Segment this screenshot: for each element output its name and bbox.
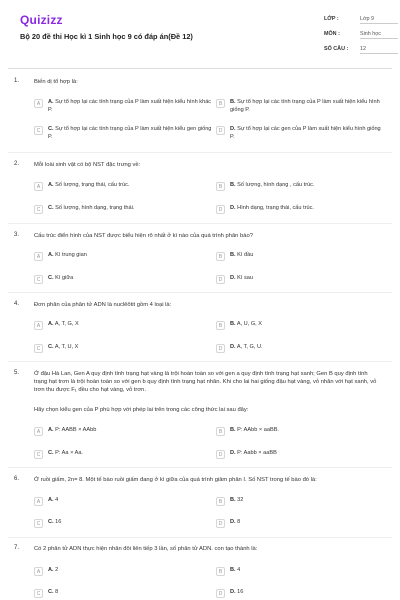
option-d[interactable] xyxy=(216,450,381,459)
option-key: D. xyxy=(230,450,236,456)
option-c[interactable] xyxy=(34,450,214,459)
option-text: Sự tổ hợp lại các gen của P làm xuất hiện kiểu hình giống P. xyxy=(230,126,381,140)
option-letter: C xyxy=(34,519,43,528)
question-number: 5. xyxy=(14,370,20,376)
option-letter: C xyxy=(34,344,43,353)
document-header xyxy=(0,0,400,60)
question-text: Ở ruồi giấm, 2n= 8. Một tế bào ruồi giấm đang ở kì giữa của quá trình giảm phân I. Số NST trong tế bào đó là: xyxy=(34,477,317,483)
question-text: Có 2 phân tử ADN thực hiện nhân đôi liên tiếp 3 lần, số phân tử ADN. con tạo thành là: xyxy=(34,546,258,552)
question-text: Đơn phân của phân tử ADN là nuclêôtit gồm 4 loại là: xyxy=(34,302,172,308)
option-text: Số lượng, hình dạng , cấu trúc. xyxy=(237,182,315,188)
option-a[interactable] xyxy=(34,182,214,191)
option-letter: D xyxy=(216,344,225,353)
option-key: C. xyxy=(48,450,54,456)
option-c[interactable] xyxy=(34,519,214,528)
option-b[interactable] xyxy=(216,182,381,191)
option-letter: B xyxy=(216,497,225,506)
option-key: A. xyxy=(48,99,54,105)
header-divider xyxy=(8,68,392,69)
question-text: Ở đậu Hà Lan, Gen A quy định tính trạng hạt vàng là trội hoàn toàn so với gen a quy định tính trạng hạt xanh; Gen B quy định tính trạng hạt trơn là trội hoàn toàn so với gen b quy định tính trạng hạt nhăn. Khi cho lai hai giống đậu hạt vàng, vỏ nhăn với hạt xanh, vỏ trơn thu được F₁ đều cho hạt vàng, vỏ trơn. xyxy=(34,371,377,393)
option-key: D. xyxy=(230,126,236,132)
option-letter: D xyxy=(216,519,225,528)
option-letter: A xyxy=(34,567,43,576)
option-letter: D xyxy=(216,205,225,214)
option-key: C. xyxy=(48,205,54,211)
option-text: A, T, U, X xyxy=(54,344,79,350)
option-text: 8 xyxy=(237,519,241,525)
option-b[interactable] xyxy=(216,497,381,506)
option-key: B. xyxy=(230,567,236,573)
option-d[interactable] xyxy=(216,205,381,214)
class-value: Lớp 9 xyxy=(360,16,398,24)
option-key: B. xyxy=(230,252,236,258)
option-d[interactable] xyxy=(216,519,381,528)
option-key: D. xyxy=(230,205,236,211)
question-divider xyxy=(8,361,392,362)
option-key: D. xyxy=(230,344,236,350)
option-b[interactable] xyxy=(216,427,381,436)
option-text: Kì giữa xyxy=(55,275,74,281)
option-b[interactable] xyxy=(216,567,381,576)
option-text: Kì sau xyxy=(237,275,254,281)
question-text: Biến dị tổ hợp là: xyxy=(34,79,78,85)
option-a[interactable] xyxy=(34,567,214,576)
question-text: Cấu trúc điển hình của NST được biểu hiện rõ nhất ở kì nào của quá trình phân bào? xyxy=(34,233,253,239)
option-key: B. xyxy=(230,182,236,188)
count-label: SỐ CÂU : xyxy=(324,46,349,52)
option-d[interactable] xyxy=(216,275,381,284)
option-c[interactable] xyxy=(34,275,214,284)
option-c[interactable] xyxy=(34,205,214,214)
option-text: Kì đầu xyxy=(237,252,254,258)
option-key: C. xyxy=(48,589,54,595)
option-d[interactable] xyxy=(216,589,381,598)
option-key: B. xyxy=(230,321,236,327)
option-letter: C xyxy=(34,275,43,284)
option-key: A. xyxy=(48,427,54,433)
option-text: Số lượng, hình dạng, trạng thái. xyxy=(55,205,135,211)
option-key: B. xyxy=(230,497,236,503)
option-key: D. xyxy=(230,589,236,595)
option-text: 4 xyxy=(237,567,241,573)
option-b[interactable] xyxy=(216,99,381,114)
option-key: A. xyxy=(48,497,54,503)
question-number: 2. xyxy=(14,161,20,167)
option-key: C. xyxy=(48,519,54,525)
question-number: 3. xyxy=(14,232,20,238)
question-number: 7. xyxy=(14,545,20,551)
option-letter: B xyxy=(216,321,225,330)
option-text: Hình dạng, trạng thái, cấu trúc. xyxy=(237,205,314,211)
option-c[interactable] xyxy=(34,126,214,141)
option-text: P: Aa × Aa. xyxy=(55,450,83,456)
option-key: D. xyxy=(230,275,236,281)
option-text: Sự tổ hợp lại các tính trạng của P làm xuất hiện kiểu gen giống P. xyxy=(48,126,212,140)
option-letter: B xyxy=(216,252,225,261)
option-text: Số lượng, trạng thái, cấu trúc. xyxy=(55,182,130,188)
option-letter: D xyxy=(216,589,225,598)
option-letter: A xyxy=(34,321,43,330)
option-text: 8 xyxy=(55,589,59,595)
option-text: P: AAbb × aaBB. xyxy=(237,427,279,433)
option-text: 4 xyxy=(55,497,59,503)
option-key: A. xyxy=(48,182,54,188)
option-key: B. xyxy=(230,427,236,433)
option-key: C. xyxy=(48,344,54,350)
option-letter: B xyxy=(216,567,225,576)
option-c[interactable] xyxy=(34,589,214,598)
option-text: A, T, G, U. xyxy=(236,344,263,350)
option-text: A, T, G, X xyxy=(54,321,79,327)
option-text: P: Aabb × aaBB xyxy=(237,450,277,456)
option-a[interactable] xyxy=(34,252,214,261)
question-text: Mỗi loài sinh vật có bộ NST đặc trưng về: xyxy=(34,162,141,168)
option-letter: D xyxy=(216,275,225,284)
option-key: C. xyxy=(48,126,54,132)
option-key: A. xyxy=(48,567,54,573)
option-d[interactable] xyxy=(216,344,381,353)
option-letter: A xyxy=(34,182,43,191)
option-letter: D xyxy=(216,450,225,459)
option-text: P: AABB × AAbb xyxy=(55,427,97,433)
option-text: 32 xyxy=(237,497,244,503)
question-number: 4. xyxy=(14,301,20,307)
option-letter: B xyxy=(216,427,225,436)
option-key: D. xyxy=(230,519,236,525)
count-value: 12 xyxy=(360,46,398,54)
option-key: A. xyxy=(48,252,54,258)
option-a[interactable] xyxy=(34,427,214,436)
question-divider xyxy=(8,292,392,293)
option-text: 2 xyxy=(55,567,59,573)
option-letter: C xyxy=(34,450,43,459)
subject-value: Sinh học xyxy=(360,31,398,39)
option-letter: C xyxy=(34,589,43,598)
question-divider xyxy=(8,467,392,468)
question-divider xyxy=(8,223,392,224)
option-text: Sự tổ hợp lại các tính trạng của P làm xuất hiện kiểu hình giống P. xyxy=(230,99,380,113)
question-divider xyxy=(8,152,392,153)
option-letter: D xyxy=(216,126,225,135)
option-text: Sự tổ hợp lại các tính trạng của P làm xuất hiện kiểu hình khác P. xyxy=(48,99,212,113)
quizizz-logo: Quizizz xyxy=(20,13,63,27)
option-b[interactable] xyxy=(216,252,381,261)
option-letter: A xyxy=(34,99,43,108)
question-subtext: Hãy chọn kiểu gen của P phù hợp với phép lai trên trong các công thức lai sau đây: xyxy=(34,407,249,413)
option-letter: B xyxy=(216,182,225,191)
option-text: A, U, G, X xyxy=(236,321,263,327)
option-letter: A xyxy=(34,497,43,506)
option-key: B. xyxy=(230,99,236,105)
option-text: Kì trung gian xyxy=(55,252,87,258)
class-label: LỚP : xyxy=(324,16,339,22)
option-text: 16 xyxy=(237,589,244,595)
option-letter: A xyxy=(34,252,43,261)
option-letter: C xyxy=(34,126,43,135)
option-letter: C xyxy=(34,205,43,214)
option-a[interactable] xyxy=(34,99,214,114)
question-number: 1. xyxy=(14,78,20,84)
option-a[interactable] xyxy=(34,497,214,506)
option-letter: A xyxy=(34,427,43,436)
option-letter: B xyxy=(216,99,225,108)
option-text: 16 xyxy=(55,519,62,525)
option-key: A. xyxy=(48,321,54,327)
option-c[interactable] xyxy=(34,344,214,353)
page-title: Bộ 20 đề thi Học kì 1 Sinh học 9 có đáp án(Đề 12) xyxy=(20,32,193,41)
option-d[interactable] xyxy=(216,126,381,141)
subject-label: MÔN : xyxy=(324,31,340,37)
option-key: C. xyxy=(48,275,54,281)
option-b[interactable] xyxy=(216,321,381,330)
question-divider xyxy=(8,537,392,538)
question-number: 6. xyxy=(14,476,20,482)
option-a[interactable] xyxy=(34,321,214,330)
